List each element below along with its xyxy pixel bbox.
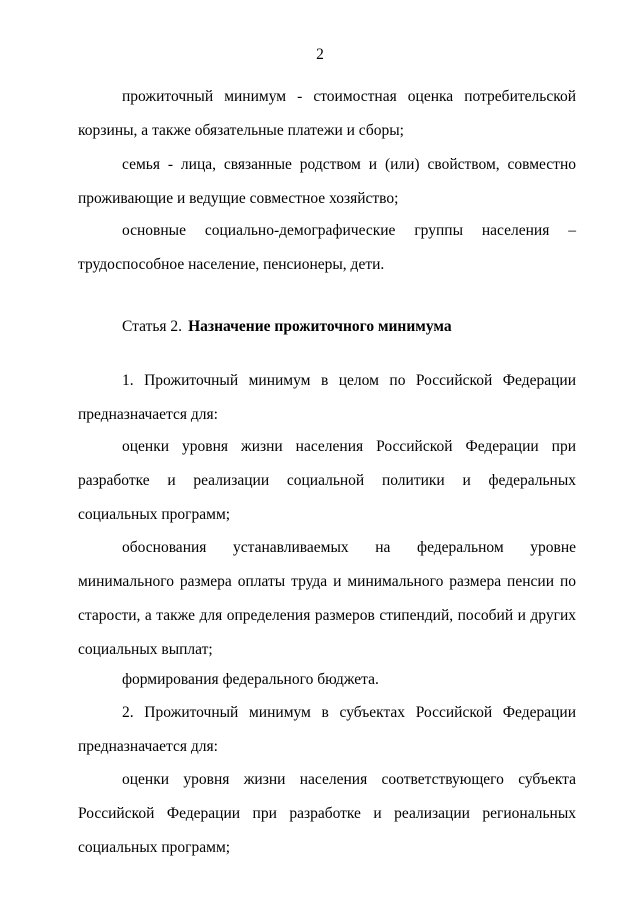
article-heading (122, 310, 576, 344)
article-paragraph-federal-purpose-1: оценки уровня жизни населения Российской Федерации при разработке и реализации социальной политики и федеральных социальных программ; (78, 438, 576, 523)
definition-paragraph-subsistence-minimum: прожиточный минимум - стоимостная оценка потребительской корзины, а также обязательные платежи и сборы; (78, 88, 576, 139)
article-paragraph-2: 2. Прожиточный минимум в субъектах Российской Федерации предназначается для: (78, 704, 576, 755)
definition-paragraph-family: семья - лица, связанные родством и (или) свойством, совместно проживающие и ведущие совместное хозяйство; (78, 156, 576, 207)
article-paragraph-1: 1. Прожиточный минимум в целом по Российской Федерации предназначается для: (78, 372, 576, 423)
article-paragraph-regional-purpose-1: оценки уровня жизни населения соответствующего субъекта Российской Федерации при разработке и реализации региональных социальных программ; (78, 771, 576, 856)
page-number: 2 (316, 46, 324, 63)
article-title: Назначение прожиточного минимума (188, 318, 452, 335)
article-number: Статья 2. (122, 318, 183, 335)
article-paragraph-federal-purpose-2: обоснования устанавливаемых на федеральном уровне минимального размера оплаты труда и минимального размера пенсии по старости, а также для определения размеров стипендий, пособий и других социальных выплат; (78, 539, 576, 658)
definition-paragraph-social-groups: основные социально-демографические группы населения – трудоспособное население, пенсионеры, дети. (78, 222, 576, 273)
article-paragraph-federal-purpose-3: формирования федерального бюджета. (122, 671, 379, 688)
